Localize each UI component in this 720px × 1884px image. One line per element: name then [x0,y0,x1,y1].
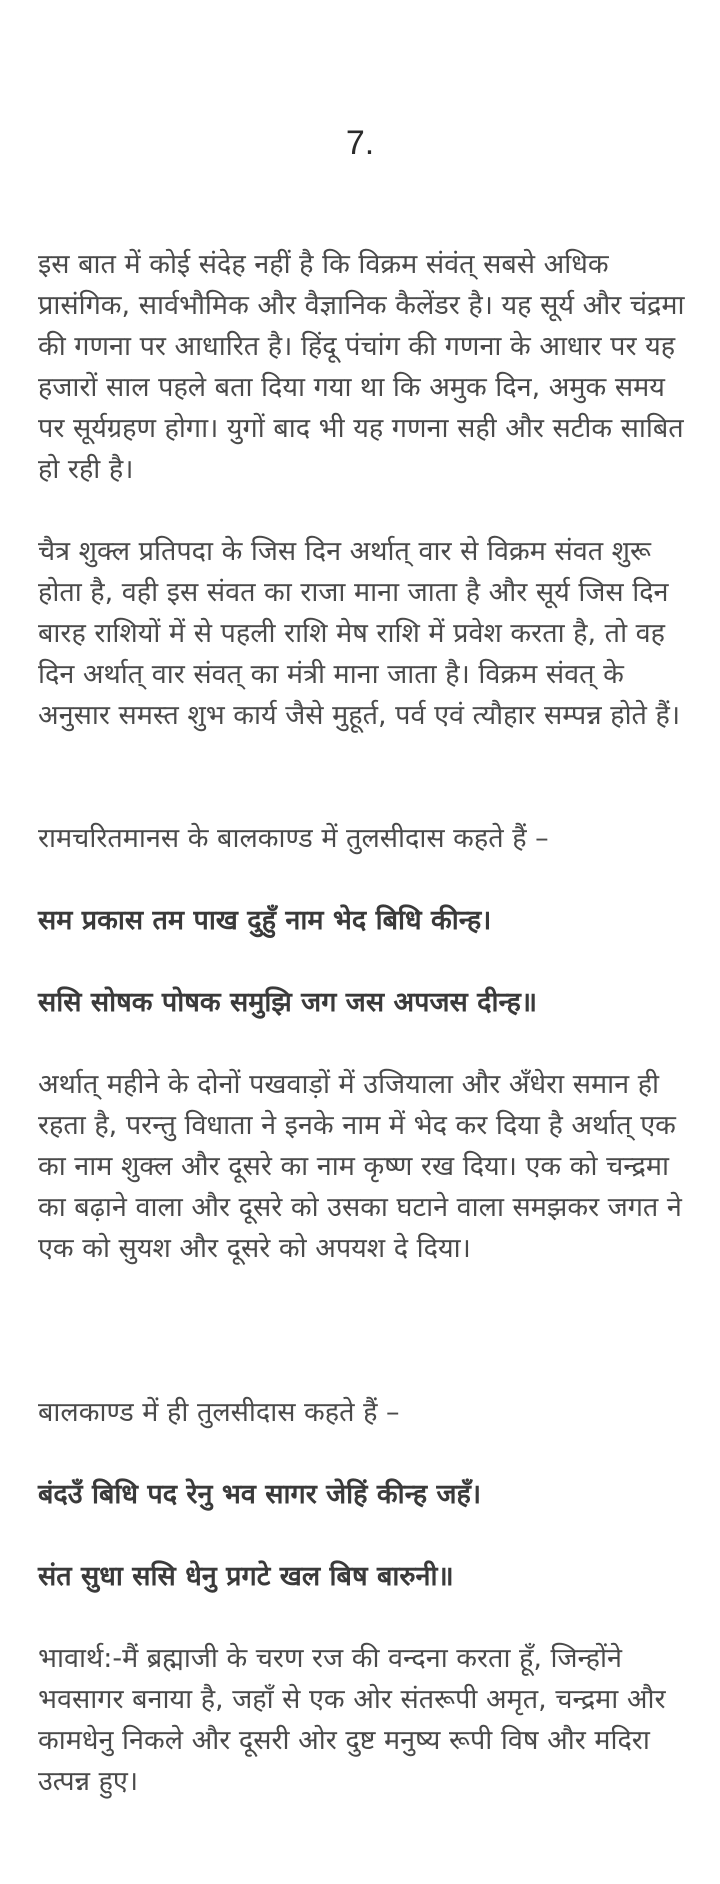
quote-block-balkand-2 [38,1351,698,1843]
verse-meaning: भावार्थ:-मैं ब्रह्माजी के चरण रज की वन्दना करता हूँ, जिन्होंने भवसागर बनाया है, जहाँ से एक ओर संतरूपी अमृत, चन्द्रमा और कामधेनु निकले और दूसरी ओर दुष्ट मनुष्य रूपी विष और मदिरा उत्पन्न हुए। [38,1643,666,1797]
quote-block-balkand-1 [38,777,698,1310]
verse-line: बंदउँ बिधि पद रेनु भव सागर जेहिं कीन्ह जहँ। [38,1479,482,1510]
quote-intro: रामचरितमानस के बालकाण्ड में तुलसीदास कहते हैं – [38,823,549,854]
verse-line: संत सुधा ससि धेनु प्रगटे खल बिष बारुनी॥ [38,1561,454,1592]
verse-line: ससि सोषक पोषक समुझि जग जस अपजस दीन्ह॥ [38,987,538,1018]
paragraph-vikram-samvat: इस बात में कोई संदेह नहीं है कि विक्रम संवंत् सबसे अधिक प्रासंगिक, सार्वभौमिक और वैज्ञानिक कैलेंडर है। यह सूर्य और चंद्रमा की गणना पर आधारित है। हिंदू पंचांग की गणना के आधार पर यह हजारों साल पहले बता दिया गया था कि अमुक दिन, अमुक समय पर सूर्यग्रहण होगा। युगों बाद भी यह गणना सही और सटीक साबित हो रही है। [38,249,685,485]
verse-line: सम प्रकास तम पाख दुहुँ नाम भेद बिधि कीन्ह। [38,905,492,936]
quote-intro: बालकाण्ड में ही तुलसीदास कहते हैं – [38,1397,400,1428]
page-number: 7. [345,124,375,162]
paragraph-chaitra-shukla: चैत्र शुक्ल प्रतिपदा के जिस दिन अर्थात् वार से विक्रम संवत शुरू होता है, वही इस संवत का राजा माना जाता है और सूर्य जिस दिन बारह राशियों में से पहली राशि मेष राशि में प्रवेश करता है, तो वह दिन अर्थात् वार संवत् का मंत्री माना जाता है। विक्रम संवत् के अनुसार समस्त शुभ कार्य जैसे मुहूर्त, पर्व एवं त्यौहार सम्पन्न होते हैं। [38,536,681,731]
verse-meaning: अर्थात् महीने के दोनों पखवाड़ों में उजियाला और अँधेरा समान ही रहता है, परन्तु विधाता ने इनके नाम में भेद कर दिया है अर्थात् एक का नाम शुक्ल और दूसरे का नाम कृष्ण रख दिया। एक को चन्द्रमा का बढ़ाने वाला और दूसरे को उसका घटाने वाला समझकर जगत ने एक को सुयश और दूसरे को अपयश दे दिया। [38,1069,682,1264]
document-body [38,244,698,1884]
